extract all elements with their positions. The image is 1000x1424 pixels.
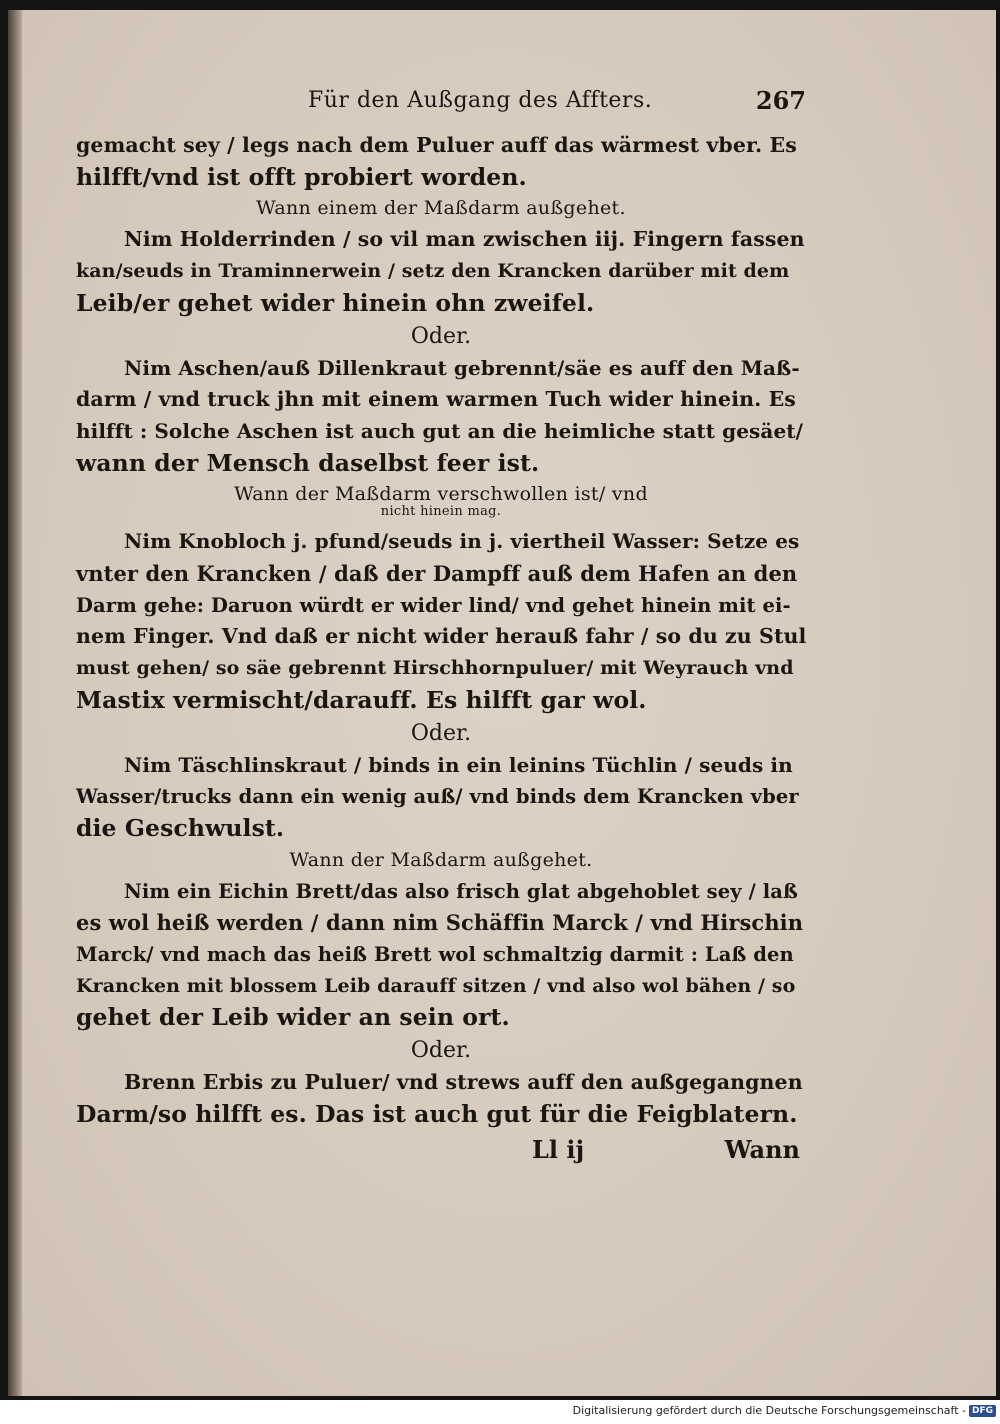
text-line: Nim Knobloch j. pfund/seuds in j. viertheil Wasser: Setze es [124, 529, 800, 554]
section-5 [76, 845, 806, 1035]
dfg-logo-icon: DFG [969, 1405, 996, 1417]
page-gutter-shadow [8, 10, 22, 1396]
oder-heading: Oder. [410, 720, 472, 746]
text-line: darm / vnd truck jhn mit einem warmen Tuch wider hinein. Es [76, 387, 796, 412]
page-number: 267 [755, 86, 806, 115]
text-line: hilfft/vnd ist offt probiert worden. [76, 162, 527, 191]
section-heading: Wann einem der Maßdarm außgehet. [256, 197, 626, 220]
text-line: vnter den Krancken / daß der Dampff auß dem Hafen an den [76, 561, 798, 587]
text-line: Darm gehe: Daruon würdt er wider lind/ vnd gehet hinein mit ei- [76, 593, 791, 617]
text-line: hilfft : Solche Aschen ist auch gut an die heimliche statt gesäet/ [76, 418, 804, 443]
digitization-footer [573, 1404, 996, 1417]
text-line: Nim Täschlinskraut / binds in ein leinins Tüchlin / seuds in [124, 752, 793, 777]
section-6 [76, 1034, 806, 1130]
section-heading-continued: nicht hinein mag. [380, 504, 502, 520]
text-line: nem Finger. Vnd daß er nicht wider herauß fahr / so du zu Stul [76, 624, 807, 649]
running-head: Für den Außgang des Affters. [308, 88, 653, 113]
section-heading: Wann der Maßdarm außgehet. [289, 848, 593, 871]
text-line: Nim Holderrinden / so vil man zwischen iij. Fingern fassen [124, 227, 805, 252]
text-line: gemacht sey / legs nach dem Puluer auff das wärmest vber. Es [76, 133, 797, 157]
text-line: Brenn Erbis zu Puluer/ vnd strews auff den außgegangnen [124, 1070, 803, 1095]
section-1 [76, 193, 806, 319]
section-2 [76, 320, 806, 480]
text-line: Mastix vermischt/darauff. Es hilfft gar wol. [76, 685, 647, 714]
catchword: Wann [724, 1134, 800, 1164]
text-line: kan/seuds in Traminnerwein / setz den Krancken darüber mit dem [76, 260, 790, 283]
text-line: Wasser/trucks dann ein wenig auß/ vnd binds dem Krancken vber [76, 785, 799, 809]
text-line: Leib/er gehet wider hinein ohn zweifel. [76, 288, 595, 317]
section-heading: Wann der Maßdarm verschwollen ist/ vnd [234, 483, 648, 506]
text-line: Nim Aschen/auß Dillenkraut gebrennt/säe es auff den Maß- [124, 355, 800, 380]
text-line: must gehen/ so säe gebrennt Hirschhornpuluer/ mit Weyrauch vnd [76, 657, 794, 680]
text-line: Nim ein Eichin Brett/das also frisch glat abgehoblet sey / laß [124, 879, 798, 903]
text-line: die Geschwulst. [76, 813, 285, 842]
footer-text: Digitalisierung gefördert durch die Deutsche Forschungsgemeinschaft - [572, 1404, 966, 1417]
section-4 [76, 717, 806, 845]
text-line: Darm/so hilfft es. Das ist auch gut für die Feigblatern. [76, 1099, 798, 1128]
text-line: es wol heiß werden / dann nim Schäffin Marck / vnd Hirschin [76, 910, 804, 936]
oder-heading: Oder. [410, 323, 472, 349]
signature-mark: Ll ij [532, 1134, 585, 1164]
text-line: Krancken mit blossem Leib darauff sitzen / vnd also wol bähen / so [76, 974, 796, 997]
signature-row [76, 1135, 806, 1171]
page-header [76, 86, 806, 130]
text-line: Marck/ vnd mach das heiß Brett wol schmaltzig darmit : Laß den [76, 943, 794, 967]
section-3 [76, 479, 806, 716]
oder-heading: Oder. [410, 1038, 472, 1064]
section-0 [76, 130, 806, 193]
text-line: wann der Mensch daselbst feer ist. [76, 448, 540, 477]
text-block [76, 86, 806, 1171]
text-line: gehet der Leib wider an sein ort. [76, 1003, 510, 1032]
